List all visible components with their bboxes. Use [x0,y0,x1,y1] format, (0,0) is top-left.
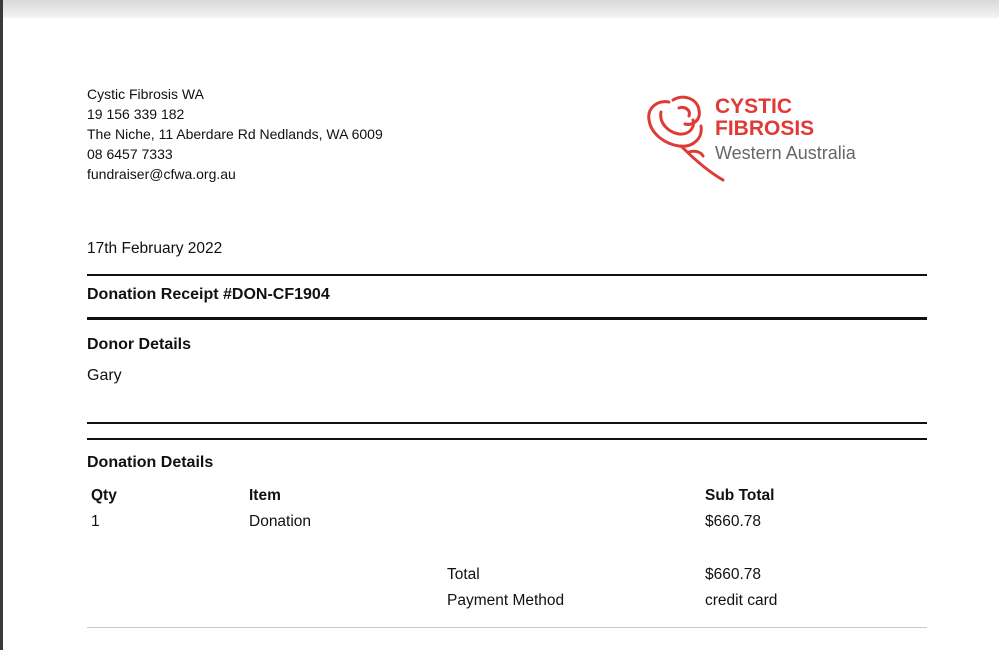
column-qty: Qty [91,487,117,504]
org-email: fundraiser@cfwa.org.au [87,166,236,182]
logo-text-region: Western Australia [715,143,856,163]
total-label: Total [447,566,480,583]
logo-text-fibrosis: FIBROSIS [715,117,815,140]
org-phone: 08 6457 7333 [87,146,173,162]
row-subtotal: $660.78 [705,513,762,530]
row-qty: 1 [91,513,100,530]
divider-3 [87,422,927,424]
column-subtotal: Sub Total [705,487,775,504]
viewer-top-shadow [0,0,999,18]
receipt-page [3,18,999,650]
total-value: $660.78 [705,566,762,583]
donor-name: Gary [87,367,122,384]
rose-icon [639,90,725,182]
receipt-date: 17th February 2022 [87,240,223,257]
donor-details-heading: Donor Details [87,336,192,353]
divider-1 [87,274,927,276]
row-item: Donation [249,513,312,530]
column-item: Item [249,487,281,504]
divider-2 [87,317,927,320]
org-abn: 19 156 339 182 [87,106,185,122]
donation-details-heading: Donation Details [87,454,214,471]
org-address: The Niche, 11 Aberdare Rd Nedlands, WA 6009 [87,126,383,142]
payment-method-value: credit card [705,592,778,609]
divider-4 [87,438,927,440]
divider-5 [87,627,927,628]
org-name: Cystic Fibrosis WA [87,86,204,102]
payment-method-label: Payment Method [447,592,565,609]
receipt-title: Donation Receipt #DON-CF1904 [87,286,330,303]
cf-wa-logo [639,90,889,182]
logo-text-cystic: CYSTIC [715,95,793,118]
